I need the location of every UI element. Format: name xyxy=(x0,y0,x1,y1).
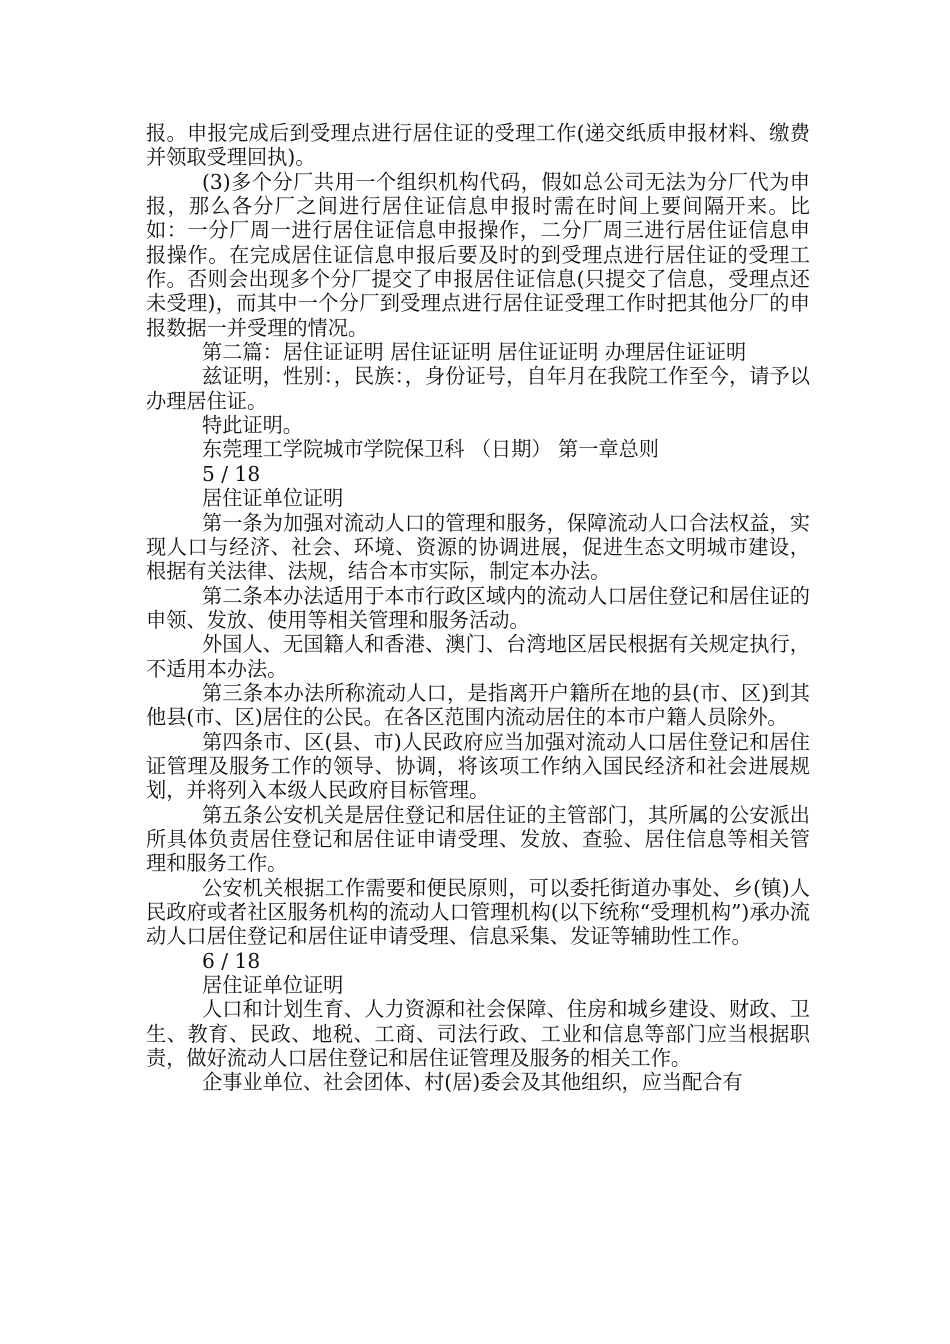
paragraph: 特此证明。 xyxy=(202,413,303,438)
running-header: 居住证单位证明 xyxy=(202,973,344,998)
paragraph: 人口和计划生育、人力资源和社会保障、住房和城乡建设、财政、卫生、教育、民政、地税、工商、司法行政、工业和信息等部门应当根据职责，做好流动人口居住登记和居住证管理及服务的相关工作。 xyxy=(146,997,810,1071)
paragraph: 企事业单位、社会团体、村(居)委会及其他组织，应当配合有 xyxy=(202,1070,743,1095)
page-number: 6 / 18 xyxy=(202,948,261,973)
running-header: 居住证单位证明 xyxy=(202,486,344,511)
section-heading: 第二篇：居住证证明 居住证证明 居住证证明 办理居住证证明 xyxy=(202,340,747,365)
document-body xyxy=(146,121,810,1095)
paragraph: 东莞理工学院城市学院保卫科 （日期） 第一章总则 xyxy=(202,437,659,462)
paragraph: 公安机关根据工作需要和便民原则，可以委托街道办事处、乡(镇)人民政府或者社区服务机构的流动人口管理机构(以下统称“受理机构”)承办流动人口居住登记和居住证申请受理、信息采集、发证等辅助性工作。 xyxy=(146,875,810,949)
article: 第五条公安机关是居住登记和居住证的主管部门，其所属的公安派出所具体负责居住登记和居住证申请受理、发放、查验、居住信息等相关管理和服务工作。 xyxy=(146,802,810,876)
article: 第二条本办法适用于本市行政区域内的流动人口居住登记和居住证的申领、发放、使用等相关管理和服务活动。 xyxy=(146,583,810,632)
page-number: 5 / 18 xyxy=(202,461,261,486)
article: 第四条市、区(县、市)人民政府应当加强对流动人口居住登记和居住证管理及服务工作的领导、协调，将该项工作纳入国民经济和社会进展规划，并将列入本级人民政府目标管理。 xyxy=(146,729,810,803)
paragraph: 兹证明，性别：，民族：，身份证号，自年月在我院工作至今，请予以办理居住证。 xyxy=(146,364,810,413)
paragraph: 报。申报完成后到受理点进行居住证的受理工作(递交纸质申报材料、缴费并领取受理回执)。 xyxy=(146,121,810,170)
article: 第一条为加强对流动人口的管理和服务，保障流动人口合法权益，实现人口与经济、社会、环境、资源的协调进展，促进生态文明城市建设，根据有关法律、法规，结合本市实际，制定本办法。 xyxy=(146,510,810,584)
paragraph: (3)多个分厂共用一个组织机构代码，假如总公司无法为分厂代为申报，那么各分厂之间进行居住证信息申报时需在时间上要间隔开来。比如：一分厂周一进行居住证信息申报操作，二分厂周三进行居住证信息申报操作。在完成居住证信息申报后要及时的到受理点进行居住证的受理工作。否则会出现多个分厂提交了申报居住证信息(只提交了信息，受理点还未受理)，而其中一个分厂到受理点进行居住证受理工作时把其他分厂的申报数据一并受理的情况。 xyxy=(146,169,810,340)
paragraph: 外国人、无国籍人和香港、澳门、台湾地区居民根据有关规定执行，不适用本办法。 xyxy=(146,632,810,681)
article: 第三条本办法所称流动人口，是指离开户籍所在地的县(市、区)到其他县(市、区)居住的公民。在各区范围内流动居住的本市户籍人员除外。 xyxy=(146,680,810,730)
